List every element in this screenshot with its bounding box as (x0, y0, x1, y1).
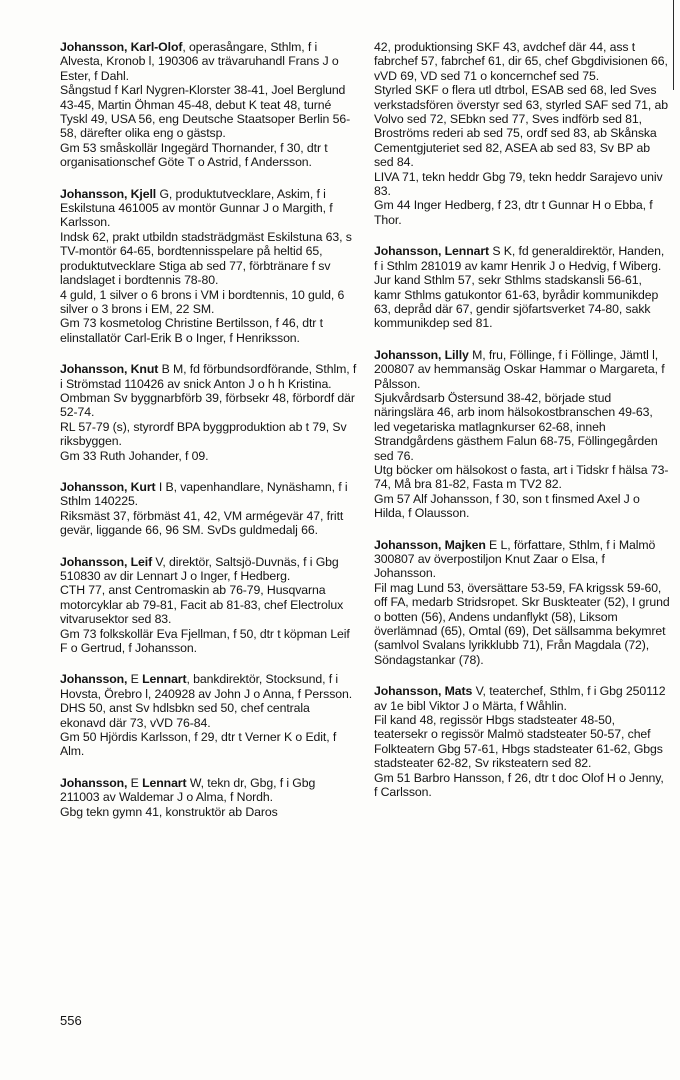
entry-intro: E L, författare, Sthlm, f i Malmö 300807 av överpostiljon Knut Zaar o Elsa, f Johansson. (374, 537, 656, 581)
entry-heading (374, 244, 670, 273)
entry-intro: M, fru, Föllinge, f i Föllinge, Jämtl l, 200807 av hemmansäg Oskar Hammar o Margareta, f Pålsson. (374, 347, 665, 391)
entry-paragraph: Indsk 62, prakt utbildn stadsträdgmäst Eskilstuna 63, s TV-montör 64-65, bordtennisspelare på heltid 65, produktutvecklare Stiga ab sed 77, förbtränare f sv landslaget i bordtennis 78-80. (60, 229, 352, 288)
entry-intro: G, produktutvecklare, Askim, f i Eskilstuna 461005 av montör Gunnar J o Margith, f Karlsson. (60, 186, 333, 230)
entry-paragraph: LIVA 71, tekn heddr Gbg 79, tekn heddr Sarajevo univ 83. (374, 169, 663, 199)
entry-paragraph: Gm 73 kosmetolog Christine Bertilsson, f 46, dtr t elinstallatör Carl-Erik B o Inger, f Henriksson. (60, 316, 323, 345)
entry-paragraph: Gm 44 Inger Hedberg, f 23, dtr t Gunnar H o Ebba, f Thor. (374, 198, 653, 227)
entry-heading (60, 480, 358, 509)
biography-entry (60, 362, 358, 463)
entry-paragraph: Gbg tekn gymn 41, konstruktör ab Daros (60, 804, 278, 819)
entry-heading (60, 555, 358, 584)
entry-paragraph: Fil mag Lund 53, översättare 53-59, FA krigssk 59-60, off FA, medarb Stridsropet. Skr Buskteater (52), I grund o botten (56), Andens undanflykt (58), Liksom överlämnad (65), Omtal (69), Det sällsamma bekymret (samlvol Svalans lyrikklubb 71), Från Magdala (72), Söndagstankar (78). (374, 580, 670, 667)
biography-entry (60, 187, 358, 345)
entry-intro: , operasångare, Sthlm, f i Alvesta, Kronob l, 190306 av trävaruhandl Frans J o Ester, f Dahl. (60, 40, 339, 83)
entry-heading (374, 348, 670, 391)
page-number: 556 (60, 1013, 82, 1028)
entry-name: Johansson, Lilly (374, 347, 469, 362)
entry-heading (374, 684, 670, 713)
entry-paragraph: Gm 57 Alf Johansson, f 30, son t finsmed Axel J o Hilda, f Olausson. (374, 491, 640, 521)
biography-entry (60, 480, 358, 538)
entry-paragraph: CTH 77, anst Centromaskin ab 76-79, Husqvarna motorcyklar ab 79-81, Facit ab 81-83, chef Electrolux vitvarusektor sed 83. (60, 583, 344, 627)
entry-heading (60, 776, 358, 805)
entry-paragraph: Sjukvårdsarb Östersund 38-42, började stud näringslära 46, arb inom hälsokostbranschen 49-63, led vegetariska matlagnkurser 62-68, inneh Strandgårdens gästhem Falun 68-75, Föllingegården sed 76. (374, 390, 658, 463)
entry-given-name: Lennart (142, 775, 187, 790)
entry-name: Johansson, Kjell (60, 186, 157, 201)
biography-entry (374, 348, 670, 521)
entry-paragraph: Gm 50 Hjördis Karlsson, f 29, dtr t Verner K o Edit, f Alm. (60, 730, 337, 759)
left-column (60, 40, 358, 836)
entry-name: Johansson, Kurt (60, 479, 156, 494)
biography-entry (374, 244, 670, 330)
entry-paragraph: RL 57-79 (s), styrordf BPA byggproduktion ab t 79, Sv riksbyggen. (60, 419, 347, 449)
entry-paragraph: Gm 51 Barbro Hansson, f 26, dtr t doc Olof H o Jenny, f Carlsson. (374, 770, 664, 800)
entry-intro: V, direktör, Saltsjö-Duvnäs, f i Gbg 510830 av dir Lennart J o Inger, f Hedberg. (60, 554, 339, 583)
entry-intro: I B, vapenhandlare, Nynäshamn, f i Sthlm 140225. (60, 479, 348, 509)
entry-paragraph: Ombman Sv byggnarbförb 39, förbsekr 48, förbordf där 52-74. (60, 390, 355, 420)
biography-entry (60, 40, 358, 170)
entry-paragraph: 4 guld, 1 silver o 6 brons i VM i bordtennis, 10 guld, 6 silver o 3 brons i EM, 22 SM. (60, 287, 345, 316)
entry-name: Johansson, (60, 775, 128, 790)
entry-paragraph: Riksmäst 37, förbmäst 41, 42, VM armégevär 47, fritt gevär, liggande 66, 96 SM. SvDs guldmedalj 66. (60, 508, 344, 538)
entry-paragraph: DHS 50, anst Sv hdlsbkn sed 50, chef centrala ekonavd där 73, vVD 76-84. (60, 701, 310, 730)
biography-entry (374, 538, 670, 668)
page-edge-line (673, 0, 674, 90)
entry-paragraph: Fil kand 48, regissör Hbgs stadsteater 48-50, teatersekr o regissör Malmö stadsteater 50-57, chef Folkteatern Gbg 57-61, Hbgs stadsteater 61-62, Gbgs stadsteater 62-82, Sv riksteatern sed 82. (374, 713, 663, 771)
biography-entry (374, 40, 670, 227)
entry-paragraph: 42, produktionsing SKF 43, avdchef där 44, ass t fabrchef 57, fabrchef 61, dir 65, chef Gbgdivisionen 66, vVD 69, VD sed 71 o koncernchef sed 75. (374, 40, 668, 83)
entry-intro: , bankdirektör, Stocksund, f i Hovsta, Örebro l, 240928 av John J o Anna, f Persson. (60, 672, 353, 701)
entry-intro: W, tekn dr, Gbg, f i Gbg 211003 av Waldemar J o Alma, f Nordh. (60, 775, 316, 805)
entry-name: Johansson, Leif (60, 554, 153, 569)
entry-paragraph: Utg böcker om hälsokost o fasta, art i Tidskr f hälsa 73-74, Må bra 81-82, Fasta m TV2 82. (374, 462, 669, 492)
right-column (374, 40, 670, 817)
entry-name: Johansson, (60, 672, 128, 687)
entry-heading (374, 538, 670, 581)
entry-given-name: Lennart (142, 672, 187, 687)
entry-name: Johansson, Karl-Olof (60, 40, 183, 54)
entry-paragraph: Gm 53 småskollär Ingegärd Thornander, f 30, dtr t organisationschef Göte T o Astrid, f Andersson. (60, 140, 328, 170)
entry-initial: E (127, 672, 143, 687)
biography-entry (374, 684, 670, 799)
entry-heading (60, 672, 358, 701)
entry-name: Johansson, Knut (60, 362, 159, 377)
entry-heading (60, 187, 358, 230)
entry-initial: E (127, 775, 143, 790)
entry-paragraph: Styrled SKF o flera utl dtrbol, ESAB sed 68, led Sves verkstadsfören överstyr sed 63, styrled SAF sed 71, ab Volvo sed 72, SEbkn sed 77, Sves indförb sed 81, Broströms rederi ab sed 75, ordf sed 83, ab Skånska Cementgjuteriet sed 82, ASEA ab sed 83, Sv BP ab sed 84. (374, 83, 668, 170)
entry-heading (60, 362, 358, 391)
entry-intro: S K, fd generaldirektör, Handen, f i Sthlm 281019 av kamr Henrik J o Hedvig, f Wiberg. (374, 244, 665, 273)
entry-intro: B M, fd förbundsordförande, Sthlm, f i Strömstad 110426 av snick Anton J o h h Kristina. (60, 362, 357, 391)
entry-intro: V, teaterchef, Sthlm, f i Gbg 250112 av 1e bibl Viktor J o Märta, f Wåhlin. (374, 684, 666, 713)
biography-entry (60, 776, 358, 819)
entry-name: Johansson, Mats (374, 684, 473, 699)
entry-paragraph: Gm 73 folkskollär Eva Fjellman, f 50, dtr t köpman Leif F o Gertrud, f Johansson. (60, 626, 350, 656)
biography-entry (60, 672, 358, 758)
entry-heading (60, 40, 358, 83)
entry-paragraph: Jur kand Sthlm 57, sekr Sthlms stadskansli 56-61, kamr Sthlms gatukontor 61-63, byrådir kommunikdep 63, depråd där 67, gendir sjöfartsverket 74-80, sakk kommunikdep sed 81. (374, 273, 659, 331)
biography-entry (60, 555, 358, 656)
entry-name: Johansson, Majken (374, 537, 486, 552)
entry-paragraph: Sångstud f Karl Nygren-Klorster 38-41, Joel Berglund 43-45, Martin Öhman 45-48, debut K teat 48, turné Tyskl 49, USA 56, eng Deutsche Staatsoper Berlin 56-58, därefter olika eng o gästsp. (60, 83, 351, 141)
entry-name: Johansson, Lennart (374, 244, 490, 259)
entry-paragraph: Gm 33 Ruth Johander, f 09. (60, 448, 209, 463)
